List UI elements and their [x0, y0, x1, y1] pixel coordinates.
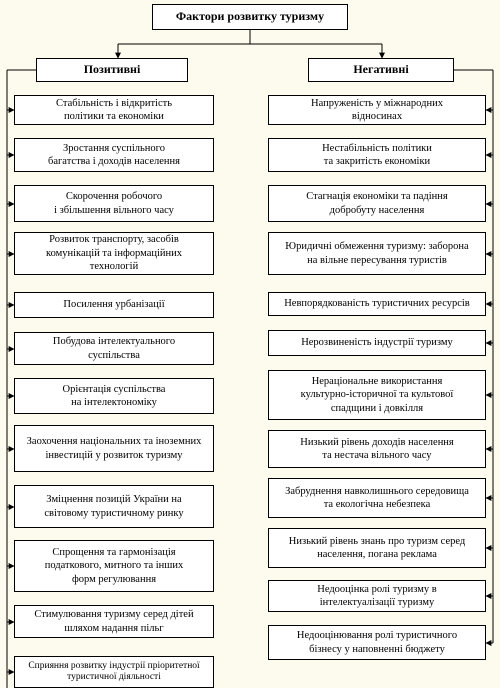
factor-text-line: Скорочення робочого	[65, 191, 163, 203]
negative-factor-box	[268, 478, 486, 518]
positive-factor-box	[14, 425, 214, 472]
negative-factor-box	[268, 330, 486, 356]
negative-factor-box	[268, 625, 486, 660]
negative-factor-box	[268, 430, 486, 468]
factor-text-line: Побудова інтелектуального	[52, 336, 176, 348]
factor-text-line: Розвиток транспорту, засобів	[49, 234, 179, 246]
factor-text-line: шляхом надання пільг	[64, 622, 164, 634]
factor-text-line: спадщини і довкілля	[330, 402, 424, 414]
negative-factor-box	[268, 138, 486, 172]
diagram-title: Фактори розвитку туризму	[152, 4, 348, 30]
factor-text-line: на інтелектономіку	[71, 397, 157, 408]
factor-text-line: Недооцінювання ролі туристичного	[296, 630, 458, 642]
factor-text-line: Спрощення та гармонізація	[52, 546, 176, 558]
factor-text-line: та нестача вільного часу	[322, 450, 432, 461]
factor-text-line: суспільства	[88, 349, 140, 361]
factor-text-line: інтелектуалізації туризму	[319, 597, 435, 608]
factor-text-line: Напруженість у міжнародних	[311, 97, 443, 109]
factor-text-line: політики та економіки	[64, 111, 164, 122]
positive-factor-box	[14, 378, 214, 414]
factor-text-line: Стимулювання туризму серед дітей	[34, 609, 194, 621]
factor-text-line: податкового, митного та інших	[44, 560, 184, 572]
factor-text-line: Забруднення навколишнього середовища	[285, 485, 469, 497]
factor-text-line: бізнесу у наповненні бюджету	[309, 643, 445, 655]
factor-text-line: Нестабільність політики	[322, 142, 432, 154]
factor-text-line: відносинах	[351, 111, 403, 122]
factor-text-line: та закритість економіки	[323, 156, 431, 167]
factor-text-line: добробуту населення	[329, 204, 425, 216]
factor-text-line: Нераціональне використання	[311, 375, 443, 387]
positive-factor-box	[14, 485, 214, 528]
factor-text-line: Недооцінка ролі туризму в	[317, 583, 437, 595]
factor-text-line: Заохочення національних та іноземних	[26, 436, 202, 448]
factor-text-line: Низький рівень знань про туризм серед	[288, 535, 466, 547]
factor-text-line: Юридичні обмеження туризму: заборона	[285, 241, 469, 253]
positive-factor-box	[14, 138, 214, 172]
factor-text-line: Зміцнення позицій України на	[46, 494, 182, 506]
negative-factor-box	[268, 370, 486, 420]
negative-factor-box	[268, 232, 486, 275]
factor-text-line: Посилення урбанізації	[63, 299, 165, 311]
positive-factor-box	[14, 232, 214, 275]
positive-factor-box	[14, 95, 214, 125]
factor-text-line: культурно-історичної та культової	[300, 389, 454, 401]
factor-text-line: Зростання суспільного	[63, 142, 165, 154]
positive-heading: Позитивні	[36, 58, 188, 82]
factor-text-line: населення, погана реклама	[317, 549, 437, 560]
negative-heading: Негативні	[308, 58, 454, 82]
factor-text-line: Невпорядкованість туристичних ресурсів	[284, 298, 470, 310]
factor-text-line: форм регулювання	[71, 573, 157, 585]
factor-text-line: Низький рівень доходів населення	[300, 436, 454, 448]
negative-factor-box	[268, 292, 486, 316]
negative-factor-box	[268, 95, 486, 125]
negative-factor-box	[268, 580, 486, 612]
positive-factor-box	[14, 540, 214, 592]
positive-factor-box	[14, 656, 214, 688]
negative-factor-box	[268, 528, 486, 568]
positive-factor-box	[14, 292, 214, 318]
factor-text-line: світовому туристичному ринку	[44, 507, 184, 519]
factor-text-line: Стагнація економіки та падіння	[306, 191, 448, 203]
factor-text-line: на вільне пересування туристів	[307, 254, 447, 266]
factor-text-line: Сприяння розвитку індустрії пріоритетної	[28, 660, 200, 671]
factor-text-line: технологій	[89, 261, 139, 273]
factor-text-line: і збільшення вільного часу	[54, 204, 174, 216]
factor-text-line: багатства і доходів населення	[48, 156, 180, 167]
negative-factor-box	[268, 185, 486, 222]
positive-factor-box	[14, 605, 214, 638]
factor-text-line: комунікацій та інформаційних	[46, 247, 182, 259]
factor-text-line: Стабільність і відкритість	[55, 97, 172, 109]
positive-factor-box	[14, 332, 214, 365]
factor-text-line: інвестицій у розвиток туризму	[45, 449, 183, 461]
factor-text-line: Нерозвиненість індустрії туризму	[301, 337, 453, 349]
factor-text-line: та екологічна небезпека	[323, 499, 431, 510]
factor-text-line: Орієнтація суспільства	[62, 383, 166, 395]
factor-text-line: туристичної діяльності	[67, 672, 161, 682]
positive-factor-box	[14, 185, 214, 222]
